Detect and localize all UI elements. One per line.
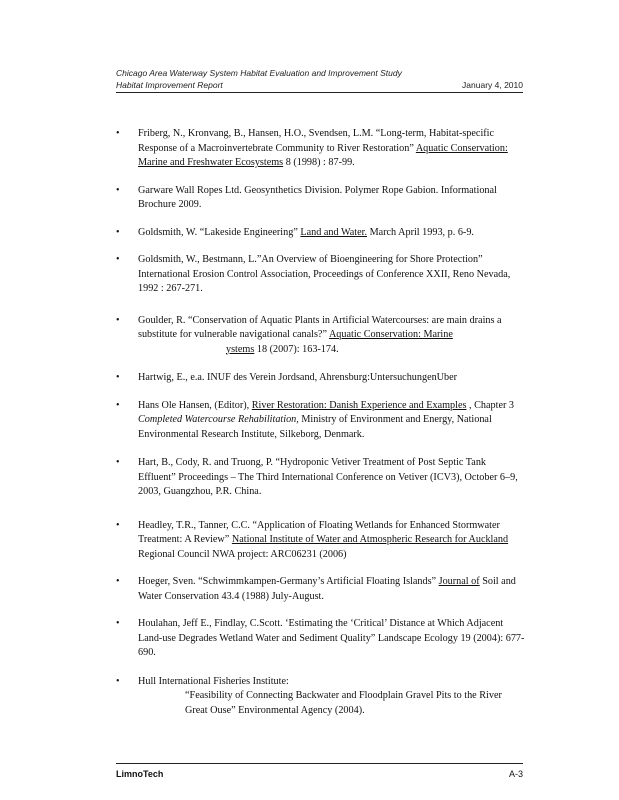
bullet-icon: • (116, 618, 120, 629)
reference-item (115, 226, 525, 241)
bullet-icon: • (116, 128, 120, 139)
reference-source: Journal of (438, 576, 480, 587)
reference-item (115, 127, 525, 171)
reference-text: Hull International Fisheries Institute: (138, 675, 289, 687)
reference-text: Goldsmith, W. “Lakeside Engineering” (138, 226, 301, 238)
bullet-icon: • (116, 372, 120, 383)
reference-text: Hans Ole Hansen, (Editor), (138, 399, 252, 411)
reference-item (115, 456, 525, 500)
reference-subentry: “Feasibility of Connecting Backwater and Floodplain Gravel Pits to the River Great Ouse” Environmental Agency (2004). (185, 690, 502, 716)
reference-text: 18 (2007): 163-174. (254, 343, 339, 355)
reference-text: , Chapter 3 (466, 399, 514, 411)
reference-text: 8 (1998) : 87-99. (283, 157, 355, 168)
reference-source: Land and Water. (300, 226, 368, 238)
reference-item (115, 314, 525, 358)
reference-text: Regional Council NWA project: ARC06231 (2006) (138, 548, 347, 560)
reference-item (115, 575, 525, 604)
reference-text: Soil and Water Conservation 43.4 (1988) July-August. (138, 576, 516, 602)
reference-item (115, 399, 525, 443)
reference-item (115, 519, 525, 563)
reference-chapter-title: Completed Watercourse Rehabilitation, (138, 414, 299, 425)
footer-page-number: A-3 (508, 769, 523, 779)
bullet-icon: • (116, 576, 120, 587)
reference-text: Goulder, R. “Conservation of Aquatic Plants in Artificial Watercourses: are main drains a substitute for vulnerable navigational canals?” (138, 314, 502, 340)
bullet-icon: • (116, 675, 120, 687)
reference-source: Aquatic Conservation: Marine (328, 329, 453, 340)
reference-source: Aquatic Conservation: Marine and Freshwater Ecosystems (138, 142, 508, 168)
bullet-icon: • (116, 519, 120, 531)
reference-text: March April 1993, p. 6-9. (367, 226, 474, 238)
bullet-icon: • (116, 399, 120, 411)
bullet-icon: • (116, 184, 120, 196)
footer-rule (116, 763, 523, 764)
header-subtitle: Habitat Improvement Report (116, 80, 223, 90)
reference-source: ystems (226, 343, 255, 355)
reference-item (115, 184, 525, 213)
footer-company: LimnoTech (116, 769, 164, 779)
reference-text: Hoeger, Sven. “Schwimmkampen-Germany’s Artificial Floating Islands” (138, 576, 439, 587)
bullet-icon: • (116, 314, 120, 326)
reference-item (115, 371, 525, 386)
bullet-icon: • (116, 254, 120, 265)
bullet-icon: • (116, 457, 120, 468)
bullet-icon: • (116, 226, 120, 238)
reference-list (115, 127, 525, 718)
header-title: Chicago Area Waterway System Habitat Evaluation and Improvement Study (116, 68, 402, 78)
reference-item (115, 617, 525, 661)
reference-text: Ministry of Environment and Energy, National Environmental Research Institute, Silkeborg, Denmark. (138, 414, 492, 440)
header-date: January 4, 2010 (462, 80, 523, 90)
reference-text: Garware Wall Ropes Ltd. Geosynthetics Division. Polymer Rope Gabion. Informational Brochure 2009. (138, 184, 497, 210)
reference-text: Hart, B., Cody, R. and Truong, P. “Hydroponic Vetiver Treatment of Post Septic Tank Effluent” Proceedings – The Third International Conference on Vetiver (ICV3), October 6–9, 2003, Guangzhou, P.R. China. (138, 457, 518, 497)
reference-text: Headley, T.R., Tanner, C.C. “Application of Floating Wetlands for Enhanced Stormwater Treatment: A Review” (138, 519, 500, 545)
header-rule (116, 92, 523, 93)
reference-text: Friberg, N., Kronvang, B., Hansen, H.O., Svendsen, L.M. “Long-term, Habitat-specific Response of a Macroinvertebrate Community to River Restoration” (138, 128, 495, 154)
reference-source: National Institute of Water and Atmospheric Research for Auckland (231, 534, 509, 545)
reference-item (115, 253, 525, 297)
reference-text: Houlahan, Jeff E., Findlay, C.Scott. ‘Estimating the ‘Critical’ Distance at Which Adjacent Land-use Degrades Wetland Water and Sediment Quality” Landscape Ecology 19 (2004): 677-690. (138, 618, 525, 658)
reference-text: Hartwig, E., e.a. INUF des Verein Jordsand, Ahrensburg:UntersuchungenUber (138, 372, 458, 383)
reference-source: River Restoration: Danish Experience and Examples (251, 399, 467, 411)
reference-item (115, 675, 525, 719)
reference-text: Goldsmith, W., Bestmann, L.”An Overview of Bioengineering for Shore Protection” International Erosion Control Association, Proceedings of Conference XXII, Reno Nevada, 1992 : 267-271. (138, 254, 511, 294)
